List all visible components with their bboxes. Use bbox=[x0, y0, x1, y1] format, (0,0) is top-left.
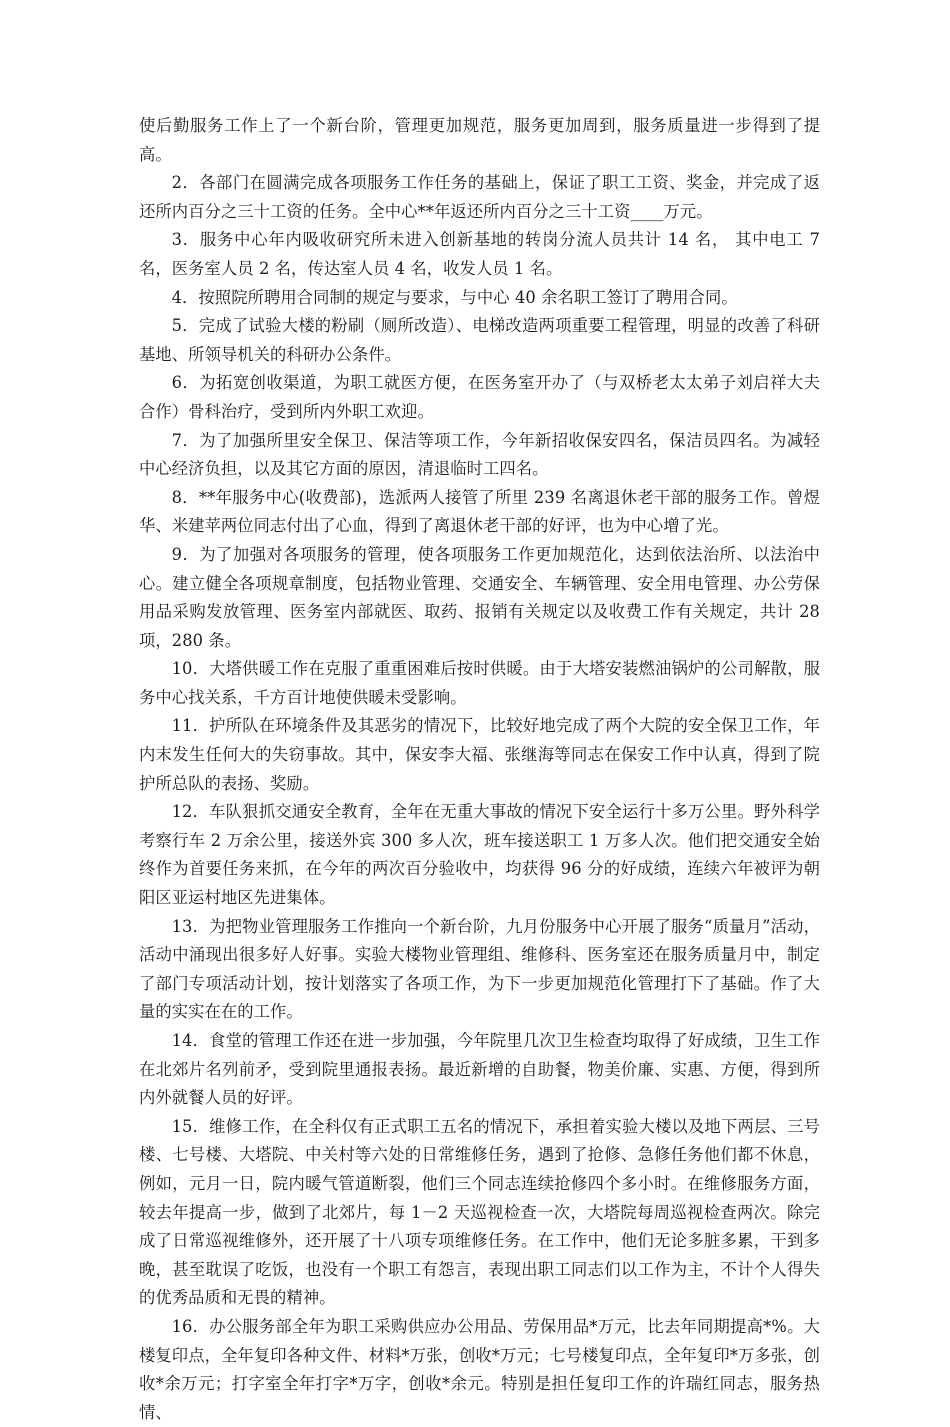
paragraph-item-5: 5．完成了试验大楼的粉刷（厕所改造）、电梯改造两项重要工程管理，明显的改善了科研基地、所领导机关的科研办公条件。 bbox=[139, 316, 820, 364]
paragraph-item-2: 2．各部门在圆满完成各项服务工作任务的基础上，保证了职工工资、奖金，并完成了返还所内百分之三十工资的任务。全中心**年返还所内百分之三十工资____万元。 bbox=[139, 173, 820, 221]
paragraph-item-15: 15．维修工作，在全科仅有正式职工五名的情况下，承担着实验大楼以及地下两层、三号楼、七号楼、大塔院、中关村等六处的日常维修任务，遇到了抢修、急修任务他们都不休息，例如，元月一日，院内暖气管道断裂，他们三个同志连续抢修四个多小时。在维修服务方面，较去年提高一步，做到了北郊片，每 1－2 天巡视检查一次，大塔院每周巡视检查两次。除完成了日常巡视维修外，还开展了十八项专项维修任务。在工作中，他们无论多脏多累，干到多晚，甚至耽误了吃饭，也没有一个职工有怨言，表现出职工同志们以工作为主，不计个人得失的优秀品质和无畏的精神。 bbox=[139, 1116, 820, 1308]
paragraph-item-9: 9．为了加强对各项服务的管理，使各项服务工作更加规范化，达到依法治所、以法治中心。建立健全各项规章制度，包括物业管理、交通安全、车辆管理、安全用电管理、办公劳保用品采购发放管理、医务室内部就医、取药、报销有关规定以及收费工作有关规定，共计 28 项，280 条。 bbox=[139, 544, 820, 650]
paragraph-continuation: 使后勤服务工作上了一个新台阶，管理更加规范，服务更加周到，服务质量进一步得到了提高。 bbox=[139, 116, 820, 164]
paragraph-item-13: 13．为把物业管理服务工作推向一个新台阶，九月份服务中心开展了服务“质量月”活动，活动中涌现出很多好人好事。实验大楼物业管理组、维修科、医务室还在服务质量月中，制定了部门专项活动计划，按计划落实了各项工作，为下一步更加规范化管理打下了基础。作了大量的实实在在的工作。 bbox=[139, 916, 820, 1022]
paragraph-item-11: 11．护所队在环境条件及其恶劣的情况下，比较好地完成了两个大院的安全保卫工作，年内末发生任何大的失窃事故。其中，保安李大福、张继海等同志在保安工作中认真，得到了院护所总队的表扬、奖励。 bbox=[139, 716, 820, 793]
paragraph-item-4: 4．按照院所聘用合同制的规定与要求，与中心 40 余名职工签订了聘用合同。 bbox=[171, 287, 738, 307]
paragraph-item-16: 16．办公服务部全年为职工采购供应办公用品、劳保用品*万元，比去年同期提高*%。大楼复印点，全年复印各种文件、材料*万张，创收*万元；七号楼复印点，全年复印*万多张，创收*余万元；打字室全年打字*万字，创收*余元。特别是担任复印工作的许瑞红同志，服务热情、 bbox=[139, 1316, 820, 1422]
paragraph-item-7: 7．为了加强所里安全保卫、保洁等项工作，今年新招收保安四名，保洁员四名。为减轻中心经济负担，以及其它方面的原因，清退临时工四名。 bbox=[139, 430, 820, 479]
paragraph-item-3: 3．服务中心年内吸收研究所未进入创新基地的转岗分流人员共计 14 名， 其中电工 7 名，医务室人员 2 名，传达室人员 4 名，收发人员 1 名。 bbox=[139, 230, 820, 278]
paragraph-item-14: 14．食堂的管理工作还在进一步加强，今年院里几次卫生检查均取得了好成绩，卫生工作在北郊片名列前矛，受到院里通报表扬。最近新增的自助餐，物美价廉、实惠、方便，得到所内外就餐人员的好评。 bbox=[139, 1031, 820, 1108]
paragraph-item-6: 6．为拓宽创收渠道，为职工就医方便，在医务室开办了（与双桥老太太弟子刘启祥大夫合作）骨科治疗，受到所内外职工欢迎。 bbox=[139, 373, 820, 421]
paragraph-item-8: 8．**年服务中心(收费部)，选派两人接管了所里 239 名离退休老干部的服务工作。曾煜华、米建苹两位同志付出了心血，得到了离退休老干部的好评，也为中心增了光。 bbox=[139, 487, 820, 536]
document-text-column bbox=[139, 112, 820, 1427]
paragraph-item-10: 10．大塔供暖工作在克服了重重困难后按时供暖。由于大塔安装燃油锅炉的公司解散，服务中心找关系，千方百计地使供暖未受影响。 bbox=[139, 659, 820, 707]
paragraph-item-12: 12．车队狠抓交通安全教育，全年在无重大事故的情况下安全运行十多万公里。野外科学考察行车 2 万余公里，接送外宾 300 多人次，班车接送职工 1 万多人次。他们把交通安全始终作为首要任务来抓，在今年的两次百分验收中，均获得 96 分的好成绩，连续六年被评为朝阳区亚运村地区先进集体。 bbox=[139, 802, 820, 908]
